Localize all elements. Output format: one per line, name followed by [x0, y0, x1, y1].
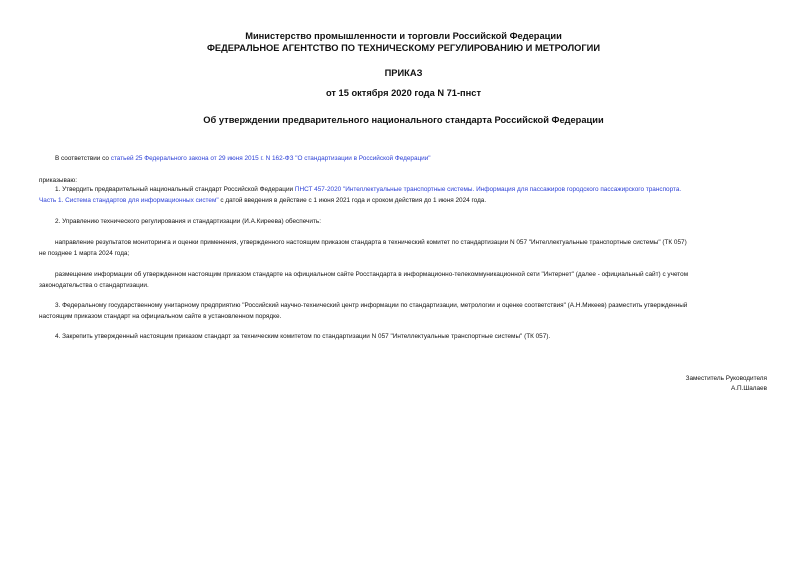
- item3-line1: 3. Федеральному государственному унитарному предприятию "Российский научно-технический центр информации по стандартизации, метрологии и оценке соответствия" (А.Н.Микеев) разместить утвержденный: [55, 302, 688, 309]
- federal-law-link[interactable]: статьей 25 Федерального закона от 29 июня 2015 г. N 162-ФЗ "О стандартизации в Российской Федерации": [110, 155, 431, 162]
- item2a-line1: направление результатов мониторинга и оценки применения, утвержденного настоящим приказом стандарта в технический комитет по стандартизации N 057 "Интеллектуальные транспортные системы" (ТК 057): [55, 239, 687, 246]
- item3-line2: настоящим приказом стандарт на официальном сайте в установленном порядке.: [39, 313, 282, 320]
- item1-suffix: с датой введения в действие с 1 июня 2021 года и сроком действия до 1 июня 2024 года.: [218, 197, 487, 204]
- document-subject: Об утверждении предварительного национального стандарта Российской Федерации: [203, 115, 604, 125]
- signatory-title: Заместитель Руководителя: [685, 375, 767, 382]
- item2b-line2: законодательства о стандартизации.: [39, 282, 149, 289]
- standard-link-part2[interactable]: Часть 1. Система стандартов для информационных систем": [39, 197, 219, 204]
- order-word: приказываю:: [39, 177, 77, 184]
- item2a-line2: не позднее 1 марта 2024 года;: [39, 250, 130, 257]
- item2-paragraph: 2. Управлению технического регулирования и стандартизации (И.А.Киреева) обеспечить:: [55, 218, 321, 225]
- item1-line2: [39, 196, 486, 207]
- intro-prefix: В соответствии со: [55, 155, 111, 162]
- signatory-name: А.П.Шалаев: [730, 385, 767, 392]
- agency-name: ФЕДЕРАЛЬНОЕ АГЕНТСТВО ПО ТЕХНИЧЕСКОМУ РЕГУЛИРОВАНИЮ И МЕТРОЛОГИИ: [206, 43, 601, 53]
- item4-paragraph: 4. Закрепить утвержденный настоящим приказом стандарт за техническим комитетом по стандартизации N 057 "Интеллектуальные транспортные системы" (ТК 057).: [55, 333, 551, 340]
- intro-paragraph: [55, 154, 431, 165]
- document-type: ПРИКАЗ: [384, 68, 423, 78]
- item1-prefix: 1. Утвердить предварительный национальный стандарт Российской Федерации: [55, 186, 295, 193]
- item2b-line1: размещение информации об утвержденном настоящим приказом стандарте на официальном сайте Росстандарта в информационно-телекоммуникационной сети "Интернет" (далее - официальный сайт) с учетом: [55, 271, 689, 278]
- ministry-name: Министерство промышленности и торговли Российской Федерации: [245, 31, 562, 41]
- item1-line1: [55, 185, 681, 196]
- standard-link-part1[interactable]: ПНСТ 457-2020 "Интеллектуальные транспортные системы. Информация для пассажиров городского пассажирского транспорта.: [294, 186, 682, 193]
- document-date-number: от 15 октября 2020 года N 71-пнст: [325, 88, 482, 98]
